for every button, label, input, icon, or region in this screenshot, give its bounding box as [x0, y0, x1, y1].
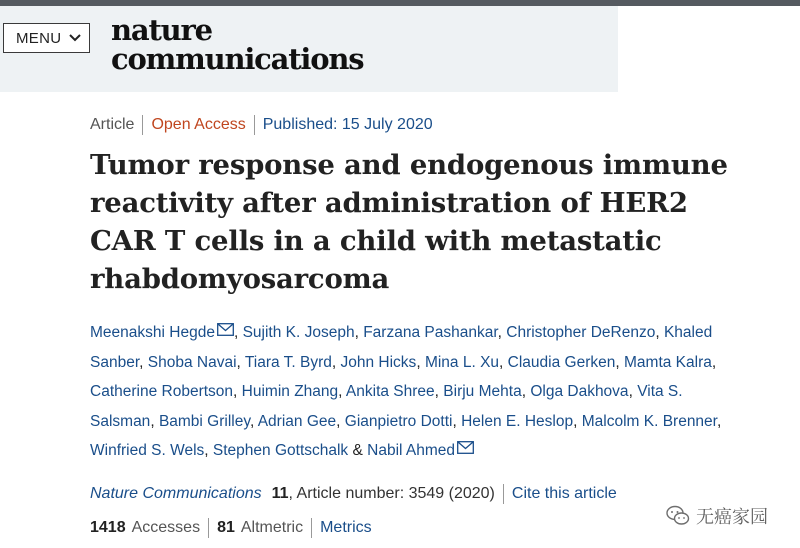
author-link[interactable]: Sujith K. Joseph	[242, 324, 355, 341]
author-link[interactable]: Malcolm K. Brenner	[581, 412, 717, 430]
published-date: Published: 15 July 2020	[262, 116, 433, 133]
author-separator: ,	[236, 353, 245, 371]
article-number: , Article number: 3549 (2020)	[288, 485, 495, 502]
citation-line	[90, 484, 617, 504]
author-separator: ,	[497, 324, 507, 341]
altmetric-label: Altmetric	[240, 519, 304, 536]
author-link[interactable]: Claudia Gerken	[507, 353, 616, 371]
author-link[interactable]: Khaled Sanber	[90, 324, 713, 371]
author-separator: ,	[711, 353, 717, 371]
author-link[interactable]: Olga Dakhova	[530, 383, 629, 400]
mail-icon[interactable]	[217, 323, 234, 336]
author-separator: ,	[434, 383, 444, 400]
divider	[503, 484, 504, 504]
divider	[142, 115, 143, 135]
author-link[interactable]: Nabil Ahmed	[367, 442, 456, 459]
author-link[interactable]: Huimin Zhang	[241, 383, 339, 400]
journal-logo[interactable]	[111, 13, 364, 76]
article-type: Article	[90, 116, 135, 133]
author-separator: ,	[452, 412, 462, 430]
author-link[interactable]: Shoba Navai	[147, 353, 237, 371]
wechat-icon	[666, 505, 690, 527]
cite-this-article-link[interactable]: Cite this article	[511, 485, 617, 502]
author-link[interactable]: Mina L. Xu	[424, 353, 500, 371]
divider	[311, 518, 312, 538]
author-link[interactable]: Catherine Robertson	[90, 383, 234, 400]
author-link[interactable]: Helen E. Heslop	[461, 412, 574, 430]
metrics-bar	[90, 518, 372, 538]
journal-name[interactable]: Nature Communications	[90, 485, 262, 502]
author-separator: ,	[233, 324, 243, 341]
author-separator: ,	[336, 412, 345, 430]
logo-line-2: communications	[111, 42, 364, 76]
author-separator: ,	[249, 412, 258, 430]
author-link[interactable]: Vita S. Salsman	[90, 383, 683, 430]
author-list	[90, 318, 730, 466]
author-link[interactable]: Gianpietro Dotti	[344, 412, 453, 430]
author-link[interactable]: Farzana Pashankar	[363, 324, 498, 341]
author-separator: ,	[416, 353, 425, 371]
author-link[interactable]: Christopher DeRenzo	[506, 324, 656, 341]
author-separator: ,	[521, 383, 531, 400]
watermark-text: 无癌家园	[696, 507, 768, 527]
author-link[interactable]: Tiara T. Byrd	[244, 353, 332, 371]
author-separator: ,	[354, 324, 364, 341]
menu-button[interactable]	[3, 23, 90, 53]
author-separator: ,	[573, 412, 582, 430]
author-link[interactable]: Meenakshi Hegde	[90, 324, 215, 341]
author-separator: ,	[499, 353, 508, 371]
author-link[interactable]: Adrian Gee	[257, 412, 337, 430]
divider	[208, 518, 209, 538]
chevron-down-icon	[68, 33, 82, 43]
author-separator: ,	[204, 442, 213, 459]
site-header	[0, 6, 618, 92]
author-separator: ,	[716, 412, 722, 430]
author-link[interactable]: Winfried S. Wels	[90, 442, 205, 459]
author-separator: ,	[139, 353, 148, 371]
author-link[interactable]: Bambi Grilley	[158, 412, 250, 430]
watermark	[666, 503, 768, 529]
article-meta	[90, 115, 433, 135]
author-separator: ,	[615, 353, 624, 371]
author-separator: ,	[628, 383, 638, 400]
author-ampersand: &	[352, 442, 363, 459]
author-separator: ,	[655, 324, 664, 341]
metrics-link[interactable]: Metrics	[320, 519, 372, 536]
author-link[interactable]: Birju Mehta	[443, 383, 522, 400]
divider	[254, 115, 255, 135]
mail-icon[interactable]	[457, 441, 474, 454]
author-separator: ,	[338, 383, 346, 400]
author-separator: ,	[331, 353, 341, 371]
volume-number: 11	[271, 485, 289, 502]
accesses-label: Accesses	[131, 519, 201, 536]
logo-line-1: nature	[111, 13, 212, 47]
accesses-count: 1418	[90, 519, 126, 536]
author-link[interactable]: John Hicks	[340, 353, 417, 371]
author-link[interactable]: Stephen Gottschalk	[212, 442, 349, 459]
altmetric-count: 81	[217, 519, 235, 536]
author-separator: ,	[150, 412, 159, 430]
article-title: Tumor response and endogenous immune reactivity after administration of HER2 CAR T cells in a child with metastatic rhabdomyosarcoma	[90, 149, 728, 295]
author-separator: ,	[233, 383, 242, 400]
author-link[interactable]: Ankita Shree	[345, 383, 435, 400]
author-link[interactable]: Mamta Kalra	[624, 353, 712, 371]
open-access-badge: Open Access	[151, 116, 246, 133]
menu-label: MENU	[16, 29, 62, 47]
